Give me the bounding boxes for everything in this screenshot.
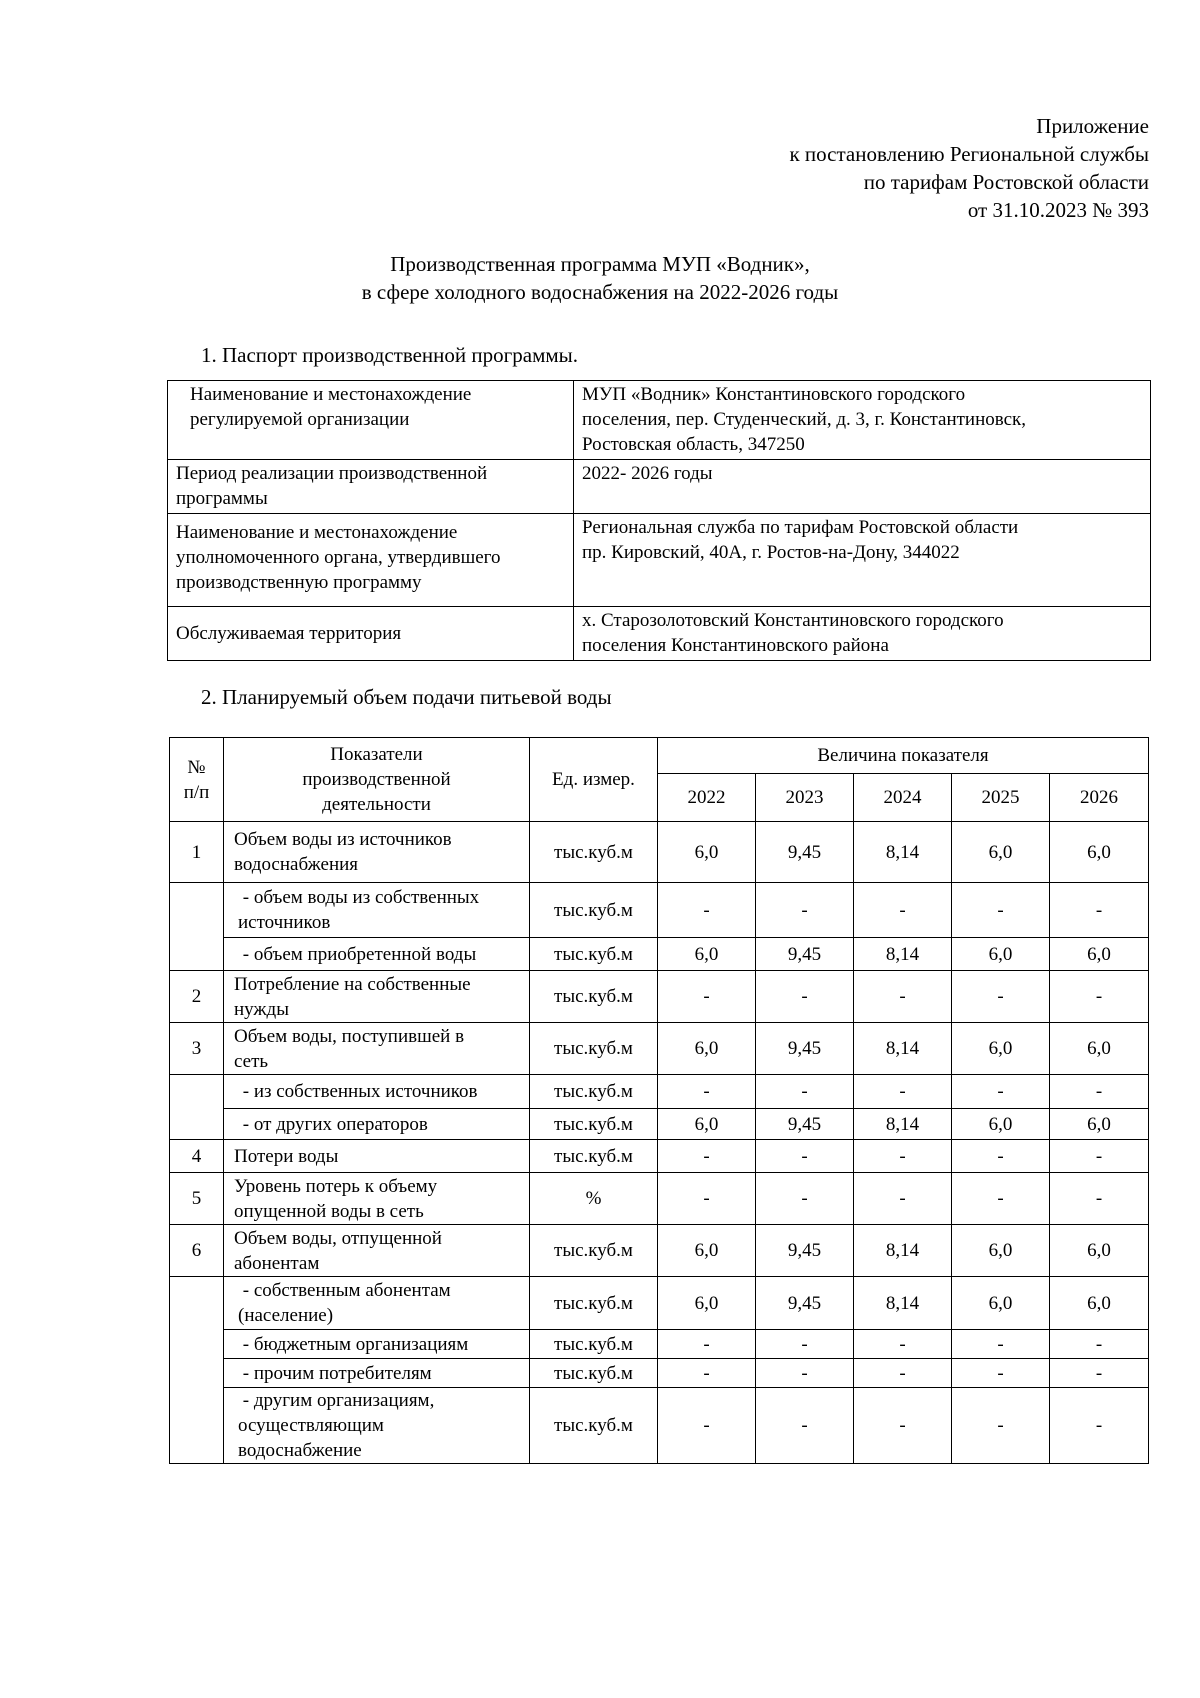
row-value: - [658,1075,756,1109]
table-row [170,1330,1149,1359]
passport-value: х. Старозолотовский Константиновского городского поселения Константиновского района [574,607,1151,661]
row-value: - [952,1140,1050,1173]
row-value: - [756,1075,854,1109]
row-unit: тыс.куб.м [530,1388,658,1464]
row-value: - [1050,883,1149,938]
row-value: 6,0 [658,822,756,883]
row-unit: тыс.куб.м [530,1109,658,1140]
table-row [170,971,1149,1023]
row-unit: тыс.куб.м [530,1140,658,1173]
row-value: - [952,1388,1050,1464]
document-title [0,250,1200,306]
row-value: - [854,1359,952,1388]
row-value: - [658,1330,756,1359]
row-value: - [854,1388,952,1464]
header-year: 2022 [658,774,756,822]
row-indicator: - прочим потребителям [224,1359,530,1388]
row-value: 6,0 [1050,938,1149,971]
row-value: - [1050,1140,1149,1173]
passport-row [168,514,1151,607]
row-unit: тыс.куб.м [530,1359,658,1388]
row-number: 4 [170,1140,224,1173]
row-value: 6,0 [952,1023,1050,1075]
row-value: 6,0 [952,1277,1050,1330]
row-value: 6,0 [658,1109,756,1140]
row-unit: тыс.куб.м [530,822,658,883]
row-unit: тыс.куб.м [530,938,658,971]
table-row [170,1140,1149,1173]
table-row [170,1109,1149,1140]
row-value: - [1050,1388,1149,1464]
passport-label: Наименование и местонахождение уполномоченного органа, утвердившего производственную программу [168,514,574,607]
row-value: - [1050,1173,1149,1225]
passport-label: Обслуживаемая территория [168,607,574,661]
row-value: 6,0 [952,1225,1050,1277]
passport-value: Региональная служба по тарифам Ростовской области пр. Кировский, 40А, г. Ростов-на-Дону, 344022 [574,514,1151,607]
row-indicator: - другим организациям, осуществляющим водоснабжение [224,1388,530,1464]
row-value: 6,0 [658,938,756,971]
appendix-header [789,112,1149,224]
row-value: - [854,1330,952,1359]
row-value: - [952,1173,1050,1225]
row-indicator: - собственным абонентам (население) [224,1277,530,1330]
row-value: 6,0 [658,1225,756,1277]
row-value: - [756,1388,854,1464]
row-value: 6,0 [658,1277,756,1330]
row-indicator: Потребление на собственные нужды [224,971,530,1023]
title-line: Производственная программа МУП «Водник», [390,252,810,276]
row-indicator: - из собственных источников [224,1075,530,1109]
header-indicator: Показатели производственной деятельности [224,738,530,822]
row-unit: тыс.куб.м [530,1075,658,1109]
passport-value: МУП «Водник» Константиновского городского поселения, пер. Студенческий, д. 3, г. Константиновск, Ростовская область, 347250 [574,381,1151,460]
row-value: 8,14 [854,1225,952,1277]
table-row [170,938,1149,971]
row-value: 6,0 [952,1109,1050,1140]
header-year: 2025 [952,774,1050,822]
row-value: - [756,1140,854,1173]
passport-row [168,460,1151,514]
row-value: - [658,1140,756,1173]
row-value: 6,0 [952,822,1050,883]
row-value: - [1050,1330,1149,1359]
row-value: 6,0 [1050,1109,1149,1140]
row-value: 9,45 [756,1109,854,1140]
table-row [170,1173,1149,1225]
row-indicator: - объем приобретенной воды [224,938,530,971]
section-1-heading: 1. Паспорт производственной программы. [201,343,579,367]
appendix-line: к постановлению Региональной службы [789,142,1149,166]
table-body [170,822,1149,1464]
row-value: - [952,1075,1050,1109]
header-year: 2024 [854,774,952,822]
row-unit: тыс.куб.м [530,1277,658,1330]
table-row [170,822,1149,883]
header-number: № п/п [170,738,224,822]
row-unit: тыс.куб.м [530,971,658,1023]
table-row [170,1359,1149,1388]
row-indicator: - бюджетным организациям [224,1330,530,1359]
table-row [170,1277,1149,1330]
row-number: 3 [170,1023,224,1075]
row-unit: тыс.куб.м [530,1330,658,1359]
header-year: 2023 [756,774,854,822]
row-value: 6,0 [1050,1277,1149,1330]
row-indicator: - от других операторов [224,1109,530,1140]
row-indicator: - объем воды из собственных источников [224,883,530,938]
row-unit: % [530,1173,658,1225]
row-number [170,883,224,971]
row-value: 8,14 [854,1277,952,1330]
row-value: 9,45 [756,938,854,971]
row-value: - [1050,1075,1149,1109]
row-value: - [854,1140,952,1173]
row-value: 8,14 [854,822,952,883]
passport-table [167,380,1151,661]
row-value: - [756,1173,854,1225]
row-value: - [952,971,1050,1023]
row-value: - [854,883,952,938]
water-volume-table [169,737,1149,1464]
header-year: 2026 [1050,774,1149,822]
row-number: 5 [170,1173,224,1225]
row-value: 9,45 [756,1225,854,1277]
row-indicator: Объем воды, отпущенной абонентам [224,1225,530,1277]
row-indicator: Уровень потерь к объему опущенной воды в сеть [224,1173,530,1225]
row-value: - [1050,971,1149,1023]
row-value: 6,0 [952,938,1050,971]
row-value: - [658,1388,756,1464]
row-number: 6 [170,1225,224,1277]
passport-row [168,381,1151,460]
row-unit: тыс.куб.м [530,883,658,938]
row-indicator: Объем воды, поступившей в сеть [224,1023,530,1075]
row-value: 9,45 [756,822,854,883]
row-value: - [658,883,756,938]
passport-label: Период реализации производственной программы [168,460,574,514]
row-value: 8,14 [854,1023,952,1075]
table-row [170,1023,1149,1075]
passport-value: 2022- 2026 годы [574,460,1151,514]
title-line: в сфере холодного водоснабжения на 2022-2026 годы [361,280,839,304]
row-value: 6,0 [1050,1225,1149,1277]
row-value: 6,0 [658,1023,756,1075]
passport-label: Наименование и местонахождение регулируемой организации [168,381,574,460]
appendix-line: Приложение [1036,114,1149,138]
table-row [170,883,1149,938]
row-value: - [1050,1359,1149,1388]
row-number: 2 [170,971,224,1023]
row-value: 9,45 [756,1023,854,1075]
row-value: - [658,971,756,1023]
table-header-row [170,738,1149,774]
appendix-date-number: от 31.10.2023 № 393 [967,198,1149,222]
table-row [170,1075,1149,1109]
row-value: 8,14 [854,1109,952,1140]
row-value: - [854,1173,952,1225]
row-value: - [756,1359,854,1388]
header-unit: Ед. измер. [530,738,658,822]
row-value: 6,0 [1050,1023,1149,1075]
row-number [170,1075,224,1140]
row-indicator: Потери воды [224,1140,530,1173]
row-value: - [658,1359,756,1388]
row-value: - [854,971,952,1023]
row-value: 9,45 [756,1277,854,1330]
appendix-line: по тарифам Ростовской области [863,170,1149,194]
row-value: - [952,1330,1050,1359]
table-row [170,1225,1149,1277]
header-value-group: Величина показателя [658,738,1149,774]
row-unit: тыс.куб.м [530,1225,658,1277]
row-number: 1 [170,822,224,883]
row-value: 6,0 [1050,822,1149,883]
row-value: - [756,883,854,938]
passport-row [168,607,1151,661]
row-value: - [658,1173,756,1225]
row-unit: тыс.куб.м [530,1023,658,1075]
row-value: - [756,1330,854,1359]
table-row [170,1388,1149,1464]
row-indicator: Объем воды из источников водоснабжения [224,822,530,883]
row-value: - [854,1075,952,1109]
row-value: - [952,1359,1050,1388]
row-number [170,1277,224,1464]
row-value: - [952,883,1050,938]
row-value: 8,14 [854,938,952,971]
row-value: - [756,971,854,1023]
section-2-heading: 2. Планируемый объем подачи питьевой воды [201,685,612,709]
